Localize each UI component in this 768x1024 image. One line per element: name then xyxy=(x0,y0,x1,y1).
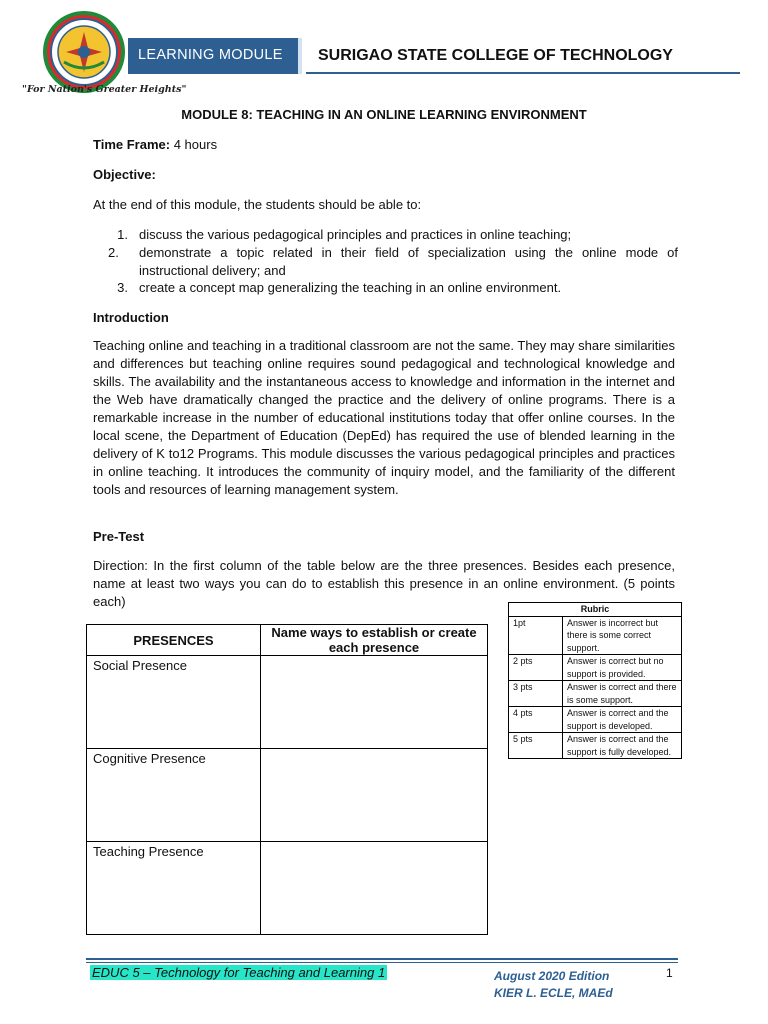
ways-column-header: Name ways to establish or create each presence xyxy=(261,625,488,656)
table-header-row xyxy=(87,625,488,656)
answer-cell[interactable] xyxy=(261,842,488,935)
rubric-row xyxy=(509,655,682,681)
table-row xyxy=(87,656,488,749)
pretest-direction: Direction: In the first column of the table below are the three presences. Besides each presence, name at least two ways you can do to establish this presence in an online environment. (5 points each) xyxy=(93,558,675,609)
objective-number: 3. xyxy=(117,280,128,295)
footer-divider xyxy=(86,962,678,963)
header-divider xyxy=(306,72,740,74)
introduction-heading: Introduction xyxy=(93,310,169,325)
rubric-description: Answer is correct and the support is developed. xyxy=(563,707,682,733)
learning-module-label: LEARNING MODULE xyxy=(138,47,283,63)
rubric-points: 3 pts xyxy=(509,681,563,707)
footer-divider xyxy=(86,958,678,960)
objective-heading: Objective: xyxy=(93,167,156,182)
rubric-description: Answer is correct and the support is fully developed. xyxy=(563,733,682,759)
objective-text: discuss the various pedagogical principles and practices in online teaching; xyxy=(139,227,572,242)
edition-info xyxy=(494,968,613,1002)
page-number: 1 xyxy=(666,966,673,980)
presences-table xyxy=(86,624,488,935)
course-title: EDUC 5 – Technology for Teaching and Learning 1 xyxy=(92,965,386,980)
objective-number: 2. xyxy=(108,245,119,260)
pretest-heading: Pre-Test xyxy=(93,529,145,544)
header-band xyxy=(128,38,740,74)
rubric-table xyxy=(508,602,682,759)
rubric-points: 5 pts xyxy=(509,733,563,759)
presence-label: Social Presence xyxy=(87,656,261,749)
motto: "For Nation's Greater Heights" xyxy=(22,84,187,95)
presences-column-header: PRESENCES xyxy=(87,625,261,656)
rubric-points: 2 pts xyxy=(509,655,563,681)
rubric-points: 1pt xyxy=(509,616,563,655)
time-frame-value: 4 hours xyxy=(173,137,218,152)
rubric-row xyxy=(509,681,682,707)
presence-label: Cognitive Presence xyxy=(87,749,261,842)
objective-text: demonstrate a topic related in their field of specialization using the online mode of instructional delivery; and xyxy=(139,245,678,278)
answer-cell[interactable] xyxy=(261,749,488,842)
learning-module-badge xyxy=(128,38,302,74)
objective-intro: At the end of this module, the students should be able to: xyxy=(93,197,422,212)
objective-item xyxy=(110,279,678,297)
rubric-description: Answer is correct but no support is provided. xyxy=(563,655,682,681)
college-seal-icon xyxy=(42,10,126,94)
rubric-title-row xyxy=(509,603,682,617)
objective-number: 1. xyxy=(117,227,128,242)
author: KIER L. ECLE, MAEd xyxy=(494,986,613,1000)
edition: August 2020 Edition xyxy=(494,969,610,983)
table-row xyxy=(87,842,488,935)
time-frame-label: Time Frame: xyxy=(93,137,171,152)
module-title: MODULE 8: TEACHING IN AN ONLINE LEARNING ENVIRONMENT xyxy=(181,107,587,122)
rubric-points: 4 pts xyxy=(509,707,563,733)
rubric-row xyxy=(509,616,682,655)
rubric-description: Answer is incorrect but there is some correct support. xyxy=(563,616,682,655)
rubric-row xyxy=(509,733,682,759)
rubric-title: Rubric xyxy=(509,603,682,617)
rubric-row xyxy=(509,707,682,733)
introduction-body: Teaching online and teaching in a traditional classroom are not the same. They may share similarities and differences but teaching online requires sound pedagogical and technological knowledge and skills. The availability and the instantaneous access to knowledge and information in the internet and the Web have dramatically changed the practice and the delivery of online programs. There is a remarkable increase in the number of educational institutions today that offer online courses. In the local scene, the Department of Education (DepEd) has required the use of blended learning in the delivery of K to12 Programs. This module discusses the various pedagogical principles and practices in online teaching. It introduces the community of inquiry model, and the familiarity of the different tools and resources of learning management system. xyxy=(93,338,675,497)
time-frame xyxy=(93,136,217,154)
table-row xyxy=(87,749,488,842)
objective-item xyxy=(110,226,678,244)
presence-label: Teaching Presence xyxy=(87,842,261,935)
rubric-description: Answer is correct and there is some support. xyxy=(563,681,682,707)
answer-cell[interactable] xyxy=(261,656,488,749)
objective-text: create a concept map generalizing the teaching in an online environment. xyxy=(139,280,562,295)
institution-name: SURIGAO STATE COLLEGE OF TECHNOLOGY xyxy=(318,47,673,64)
objective-item xyxy=(110,244,678,280)
